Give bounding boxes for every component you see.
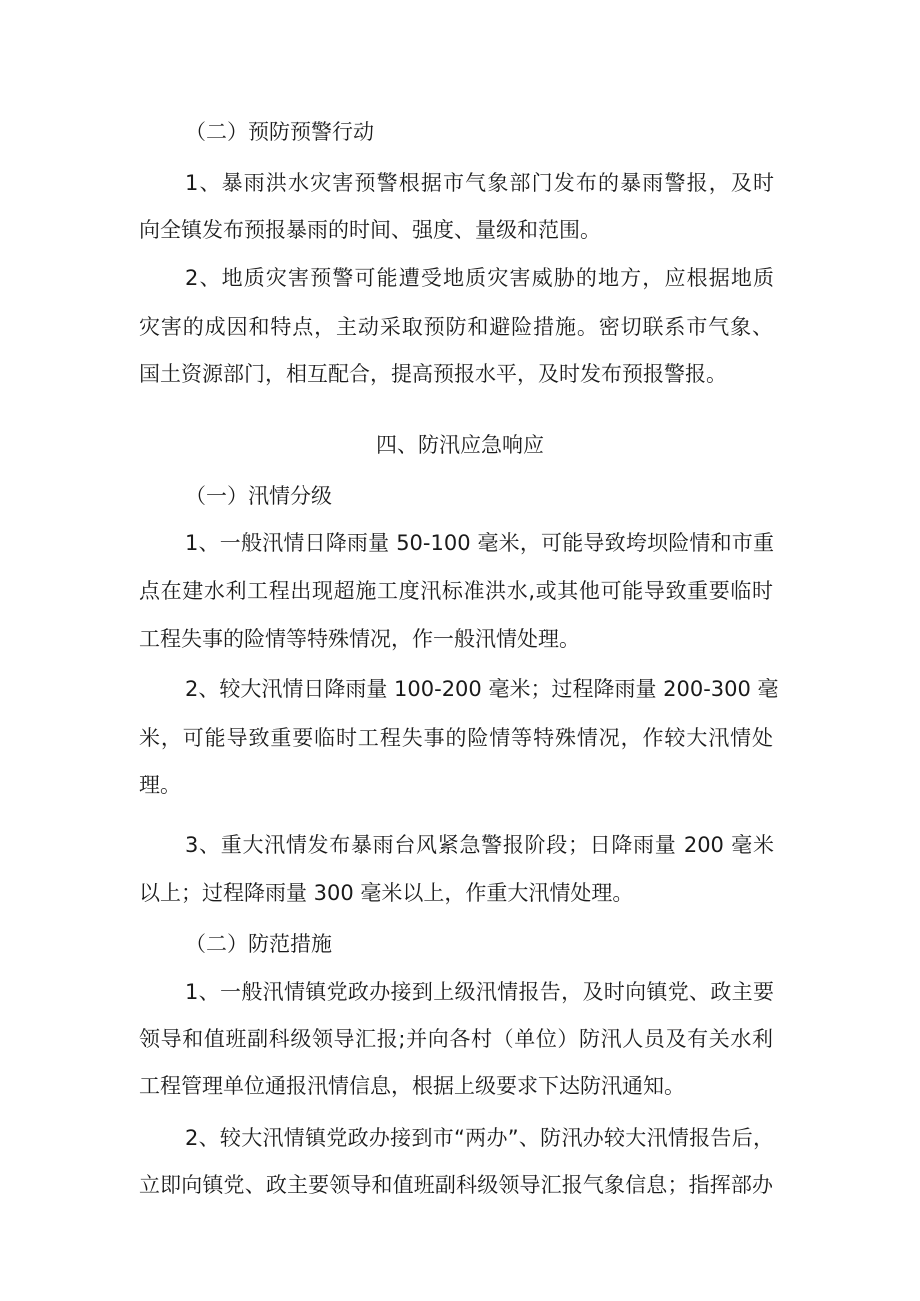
subheading-prevention-warning: （二）预防预警行动 (185, 120, 374, 144)
paragraph-line: 1、一般汛情日降雨量 50-100 毫米，可能导致垮坝险情和市重 (185, 531, 774, 555)
subheading-preventive-measures: （二）防范措施 (185, 932, 332, 956)
paragraph-line: 以上；过程降雨量 300 毫米以上，作重大汛情处理。 (139, 881, 634, 905)
section-heading: 四、防汛应急响应 (376, 433, 544, 457)
paragraph-line: 工程管理单位通报汛情信息，根据上级要求下达防汛通知。 (139, 1074, 685, 1098)
paragraph-line: 2、较大汛情日降雨量 100-200 毫米；过程降雨量 200-300 毫 (185, 677, 779, 701)
paragraph-line: 向全镇发布预报暴雨的时间、强度、量级和范围。 (139, 218, 601, 242)
paragraph-line: 1、一般汛情镇党政办接到上级汛情报告，及时向镇党、政主要 (185, 980, 774, 1004)
paragraph-line: 灾害的成因和特点，主动采取预防和避险措施。密切联系市气象、 (139, 315, 773, 339)
paragraph-line: 领导和值班副科级领导汇报;并向各村（单位）防汛人员及有关水利 (139, 1027, 773, 1051)
paragraph-line: 国土资源部门，相互配合，提高预报水平，及时发布预报警报。 (139, 362, 727, 386)
paragraph-line: 2、地质灾害预警可能遭受地质灾害威胁的地方，应根据地质 (185, 266, 774, 290)
paragraph-line: 理。 (139, 773, 181, 797)
paragraph-line: 立即向镇党、政主要领导和值班副科级领导汇报气象信息；指挥部办 (139, 1173, 773, 1197)
paragraph-line: 米，可能导致重要临时工程失事的险情等特殊情况，作较大汛情处 (139, 726, 773, 750)
paragraph-line: 工程失事的险情等特殊情况，作一般汛情处理。 (139, 627, 580, 651)
paragraph-line: 1、暴雨洪水灾害预警根据市气象部门发布的暴雨警报，及时 (185, 171, 774, 195)
paragraph-line: 点在建水利工程出现超施工度汛标准洪水,或其他可能导致重要临时 (139, 579, 773, 603)
subheading-flood-grading: （一）汛情分级 (185, 484, 332, 508)
paragraph-line: 3、重大汛情发布暴雨台风紧急警报阶段；日降雨量 200 毫米 (185, 833, 774, 857)
paragraph-line: 2、较大汛情镇党政办接到市“两办”、防汛办较大汛情报告后， (185, 1126, 774, 1150)
